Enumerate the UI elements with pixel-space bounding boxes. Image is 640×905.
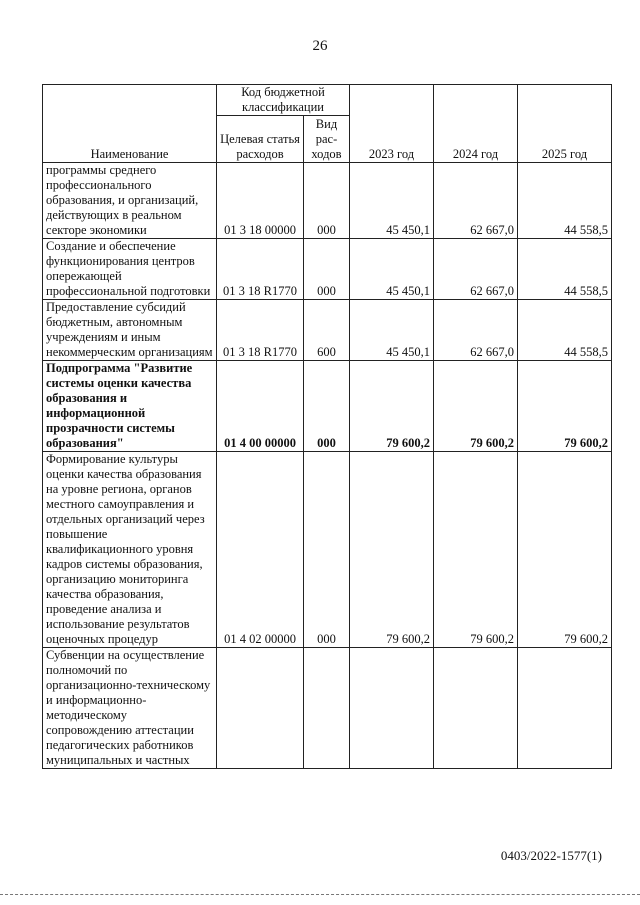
header-2025: 2025 год [518,85,612,163]
table-row [43,300,612,361]
row-type: 000 [304,239,350,300]
table-row [43,163,612,239]
row-2023 [350,648,434,769]
row-type: 000 [304,163,350,239]
row-2023: 79 600,2 [350,361,434,452]
row-type: 600 [304,300,350,361]
row-name: Формирование культуры оценки качества образования на уровне региона, органов местного самоуправления и отдельных организаций через повышение квалификационного уровня кадров системы образования, организацию мониторинга качества образования, проведение анализа и использование результатов оценочных процедур [43,452,217,648]
budget-table [42,84,612,769]
header-name: Наименование [43,85,217,163]
row-name: программы среднего профессионального образования, и организаций, действующих в реальном секторе экономики [43,163,217,239]
table-row [43,452,612,648]
row-2025: 44 558,5 [518,163,612,239]
table-row [43,239,612,300]
table-row [43,648,612,769]
row-code: 01 4 00 00000 [217,361,304,452]
row-2025: 44 558,5 [518,300,612,361]
header-expense-type: Вид рас-ходов [304,116,350,163]
row-name: Создание и обеспечение функционирования центров опережающей профессиональной подготовки [43,239,217,300]
row-code [217,648,304,769]
row-code: 01 3 18 R1770 [217,300,304,361]
row-2024: 62 667,0 [434,163,518,239]
row-2024: 62 667,0 [434,300,518,361]
row-type: 000 [304,361,350,452]
header-target-article: Целевая статья расходов [217,116,304,163]
row-2023: 45 450,1 [350,300,434,361]
row-2024: 62 667,0 [434,239,518,300]
row-code: 01 3 18 R1770 [217,239,304,300]
row-2025: 44 558,5 [518,239,612,300]
row-type [304,648,350,769]
row-2023: 45 450,1 [350,163,434,239]
row-name: Подпрограмма "Развитие системы оценки качества образования и информационной прозрачности системы образования" [43,361,217,452]
page-number: 26 [312,38,328,54]
row-2025: 79 600,2 [518,361,612,452]
document-code: 0403/2022-1577(1) [500,848,602,863]
row-code: 01 4 02 00000 [217,452,304,648]
row-2023: 45 450,1 [350,239,434,300]
scan-edge-line [0,894,640,905]
row-2024: 79 600,2 [434,361,518,452]
table-row [43,361,612,452]
row-name: Субвенции на осуществление полномочий по организационно-техническому и информационно-методическому сопровождению аттестации педагогических работников муниципальных и частных [43,648,217,769]
row-2024: 79 600,2 [434,452,518,648]
row-2024 [434,648,518,769]
row-2025: 79 600,2 [518,452,612,648]
row-code: 01 3 18 00000 [217,163,304,239]
header-2024: 2024 год [434,85,518,163]
header-2023: 2023 год [350,85,434,163]
row-type: 000 [304,452,350,648]
row-2025 [518,648,612,769]
header-budget-code: Код бюджетной классификации [217,85,350,116]
row-name: Предоставление субсидий бюджетным, автономным учреждениям и иным некоммерческим организациям [43,300,217,361]
row-2023: 79 600,2 [350,452,434,648]
